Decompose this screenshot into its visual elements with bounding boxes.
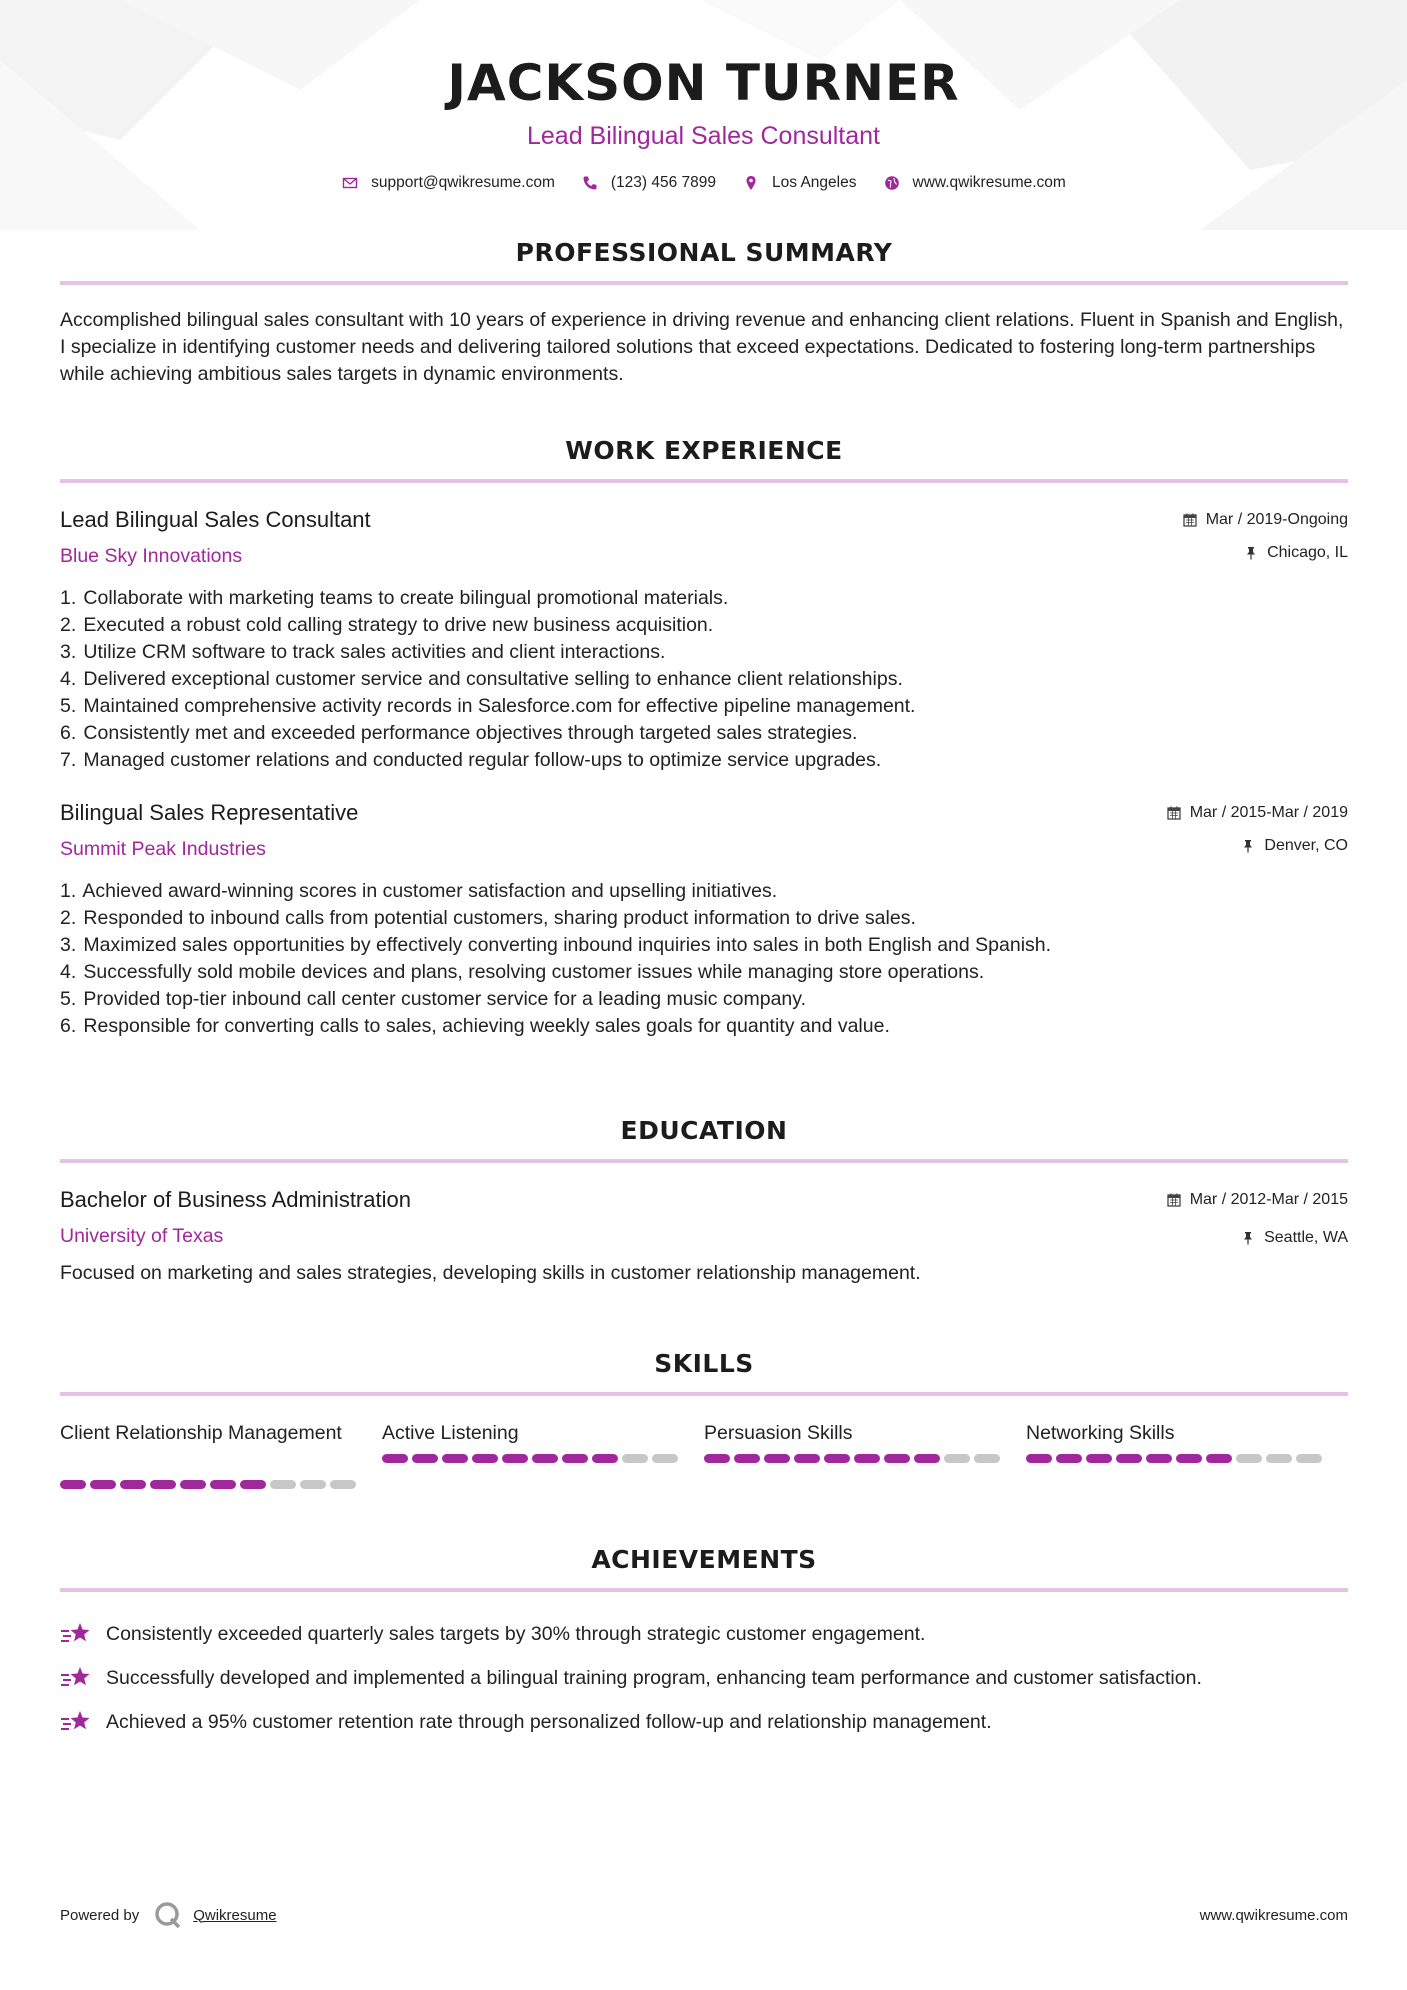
skill-level-bar xyxy=(60,1480,382,1489)
job-responsibilities xyxy=(60,585,1348,774)
skill-item xyxy=(704,1420,1026,1489)
skill-item xyxy=(382,1420,704,1489)
envelope-icon xyxy=(341,174,359,192)
skill-segment-filled xyxy=(502,1454,528,1463)
education-entry xyxy=(60,1187,1348,1285)
contact-location xyxy=(742,174,856,192)
page-footer xyxy=(60,1900,1348,1930)
pushpin-icon xyxy=(1241,839,1255,853)
skill-segment-filled xyxy=(1206,1454,1232,1463)
skill-segment-filled xyxy=(382,1454,408,1463)
skill-name: Active Listening xyxy=(382,1422,519,1444)
skill-segment-empty xyxy=(330,1480,356,1489)
education-description: Focused on marketing and sales strategies, developing skills in customer relationship management. xyxy=(60,1262,921,1284)
list-item: 5. Maintained comprehensive activity records in Salesforce.com for effective pipeline management. xyxy=(60,695,916,717)
section-divider xyxy=(60,281,1348,285)
skill-segment-filled xyxy=(1026,1454,1052,1463)
list-item: 2. Executed a robust cold calling strategy to drive new business acquisition. xyxy=(60,614,714,636)
education-dates-text: Mar / 2012-Mar / 2015 xyxy=(1189,1191,1348,1208)
achievement-item xyxy=(60,1612,1348,1656)
section-divider xyxy=(60,1392,1348,1396)
section-title-education: EDUCATION xyxy=(620,1116,788,1145)
list-item: 4. Successfully sold mobile devices and plans, resolving customer issues while managing store operations. xyxy=(60,961,985,983)
job-location-text: Denver, CO xyxy=(1264,837,1348,854)
job-location xyxy=(1183,542,1348,564)
calendar-icon xyxy=(1167,806,1181,820)
skill-segment-filled xyxy=(150,1480,176,1489)
skill-level-bar xyxy=(704,1454,1026,1463)
contact-bar xyxy=(0,174,1407,192)
education-dates xyxy=(1167,1189,1348,1211)
skill-segment-filled xyxy=(562,1454,588,1463)
skill-segment-filled xyxy=(764,1454,790,1463)
list-item: 1. Collaborate with marketing teams to create bilingual promotional materials. xyxy=(60,587,729,609)
section-title-skills: SKILLS xyxy=(654,1349,754,1378)
skill-segment-filled xyxy=(854,1454,880,1463)
skill-segment-filled xyxy=(180,1480,206,1489)
section-title-experience: WORK EXPERIENCE xyxy=(565,436,843,465)
list-item: 4. Delivered exceptional customer service and consultative selling to enhance client relationships. xyxy=(60,668,903,690)
contact-phone[interactable] xyxy=(581,174,716,192)
skill-segment-empty xyxy=(1266,1454,1292,1463)
skill-level-bar xyxy=(1026,1454,1348,1463)
skill-segment-filled xyxy=(824,1454,850,1463)
achievement-text: Consistently exceeded quarterly sales targets by 30% through strategic customer engagement. xyxy=(106,1622,926,1645)
skill-segment-filled xyxy=(704,1454,730,1463)
skill-segment-filled xyxy=(884,1454,910,1463)
section-title-summary: PROFESSIONAL SUMMARY xyxy=(515,238,893,267)
job-location-text: Chicago, IL xyxy=(1267,544,1348,561)
section-divider xyxy=(60,1588,1348,1592)
qwikresume-logo-icon xyxy=(153,1900,183,1930)
skill-segment-filled xyxy=(592,1454,618,1463)
job-title: Bilingual Sales Representative xyxy=(60,800,359,825)
summary-text: Accomplished bilingual sales consultant with 10 years of experience in driving revenue and enhancing client relations. Fluent in Spanish and English, I specialize in identifying customer needs and delivering tailored solutions that exceed expectations. Dedicated to fostering long-term partnerships while achieving ambitious sales targets in dynamic environments. xyxy=(60,309,1344,385)
job-dates-text: Mar / 2015-Mar / 2019 xyxy=(1189,804,1348,821)
job-dates-text: Mar / 2019-Ongoing xyxy=(1205,511,1348,528)
map-pin-icon xyxy=(742,174,760,192)
education-location xyxy=(1167,1227,1348,1249)
skill-segment-filled xyxy=(412,1454,438,1463)
job-company: Blue Sky Innovations xyxy=(60,545,243,567)
skill-segment-filled xyxy=(1176,1454,1202,1463)
skill-level-bar xyxy=(382,1454,704,1463)
resume-header xyxy=(0,54,1407,151)
skills-section xyxy=(60,1349,1348,1489)
education-section xyxy=(60,1116,1348,1285)
skill-segment-empty xyxy=(300,1480,326,1489)
contact-website-text: www.qwikresume.com xyxy=(912,174,1066,191)
job-title: Lead Bilingual Sales Consultant xyxy=(60,507,371,532)
candidate-title: Lead Bilingual Sales Consultant xyxy=(526,122,880,150)
job-meta xyxy=(1167,802,1348,857)
candidate-name: JACKSON TURNER xyxy=(447,54,960,112)
job-entry xyxy=(60,800,1348,1040)
skill-segment-empty xyxy=(270,1480,296,1489)
job-responsibilities xyxy=(60,878,1348,1040)
list-item: 5. Provided top-tier inbound call center customer service for a leading music company. xyxy=(60,988,806,1010)
list-item: 1. Achieved award-winning scores in customer satisfaction and upselling initiatives. xyxy=(60,880,778,902)
skill-segment-filled xyxy=(794,1454,820,1463)
skill-segment-empty xyxy=(974,1454,1000,1463)
section-divider xyxy=(60,479,1348,483)
summary-section xyxy=(60,238,1348,388)
list-item: 6. Consistently met and exceeded performance objectives through targeted sales strategies. xyxy=(60,722,858,744)
education-meta xyxy=(1167,1189,1348,1249)
education-location-text: Seattle, WA xyxy=(1264,1229,1348,1246)
qwikresume-link[interactable]: Qwikresume xyxy=(193,1906,277,1924)
skill-segment-filled xyxy=(914,1454,940,1463)
skill-segment-filled xyxy=(734,1454,760,1463)
globe-icon xyxy=(883,174,901,192)
skill-segment-filled xyxy=(1086,1454,1112,1463)
list-item: 6. Responsible for converting calls to sales, achieving weekly sales goals for quantity and value. xyxy=(60,1015,890,1037)
skill-segment-filled xyxy=(120,1480,146,1489)
contact-email-text: support@qwikresume.com xyxy=(371,174,555,191)
skill-segment-filled xyxy=(1056,1454,1082,1463)
achievement-text: Successfully developed and implemented a bilingual training program, enhancing team performance and customer satisfaction. xyxy=(106,1666,1202,1689)
skill-segment-filled xyxy=(210,1480,236,1489)
school-name: University of Texas xyxy=(60,1225,224,1247)
calendar-icon xyxy=(1183,513,1197,527)
calendar-icon xyxy=(1167,1193,1181,1207)
list-item: 7. Managed customer relations and conducted regular follow-ups to optimize service upgrades. xyxy=(60,749,882,771)
pushpin-icon xyxy=(1241,1231,1255,1245)
skill-name: Networking Skills xyxy=(1026,1422,1175,1444)
skills-list xyxy=(60,1420,1348,1489)
phone-icon xyxy=(581,174,599,192)
job-entry xyxy=(60,507,1348,774)
achievement-item xyxy=(60,1656,1348,1700)
skill-segment-filled xyxy=(442,1454,468,1463)
skill-name: Client Relationship Management xyxy=(60,1422,342,1444)
list-item: 3. Maximized sales opportunities by effectively converting inbound inquiries into sales in both English and Spanish. xyxy=(60,934,1052,956)
experience-section xyxy=(60,436,1348,1040)
section-divider xyxy=(60,1159,1348,1163)
skill-segment-empty xyxy=(1236,1454,1262,1463)
skill-segment-filled xyxy=(90,1480,116,1489)
achievement-item xyxy=(60,1700,1348,1744)
skill-segment-filled xyxy=(1146,1454,1172,1463)
footer-website-link[interactable]: www.qwikresume.com xyxy=(1199,1906,1348,1924)
achievements-section xyxy=(60,1545,1348,1744)
pushpin-icon xyxy=(1244,546,1258,560)
achievements-list xyxy=(60,1612,1348,1744)
shooting-star-icon xyxy=(60,1664,92,1692)
job-meta xyxy=(1183,509,1348,564)
achievement-text: Achieved a 95% customer retention rate through personalized follow-up and relationship management. xyxy=(106,1710,992,1733)
skill-segment-filled xyxy=(532,1454,558,1463)
skill-segment-filled xyxy=(1116,1454,1142,1463)
job-dates xyxy=(1183,509,1348,531)
shooting-star-icon xyxy=(60,1708,92,1736)
skill-segment-filled xyxy=(240,1480,266,1489)
job-location xyxy=(1167,835,1348,857)
shooting-star-icon xyxy=(60,1620,92,1648)
list-item: 3. Utilize CRM software to track sales activities and client interactions. xyxy=(60,641,666,663)
contact-phone-text: (123) 456 7899 xyxy=(610,174,717,191)
contact-website[interactable] xyxy=(883,174,1066,192)
section-title-achievements: ACHIEVEMENTS xyxy=(591,1545,817,1574)
skill-item xyxy=(60,1420,382,1489)
skill-name: Persuasion Skills xyxy=(704,1422,853,1444)
skill-segment-empty xyxy=(944,1454,970,1463)
contact-location-text: Los Angeles xyxy=(772,174,857,191)
degree-title: Bachelor of Business Administration xyxy=(60,1187,411,1212)
skill-segment-filled xyxy=(472,1454,498,1463)
list-item: 2. Responded to inbound calls from potential customers, sharing product information to drive sales. xyxy=(60,907,916,929)
powered-by-label: Powered by xyxy=(60,1906,140,1924)
skill-segment-filled xyxy=(60,1480,86,1489)
job-dates xyxy=(1167,802,1348,824)
skill-item xyxy=(1026,1420,1348,1489)
footer-branding xyxy=(60,1900,277,1930)
job-company: Summit Peak Industries xyxy=(60,838,266,860)
contact-email[interactable] xyxy=(341,174,555,192)
skill-segment-empty xyxy=(622,1454,648,1463)
skill-segment-empty xyxy=(652,1454,678,1463)
skill-segment-empty xyxy=(1296,1454,1322,1463)
